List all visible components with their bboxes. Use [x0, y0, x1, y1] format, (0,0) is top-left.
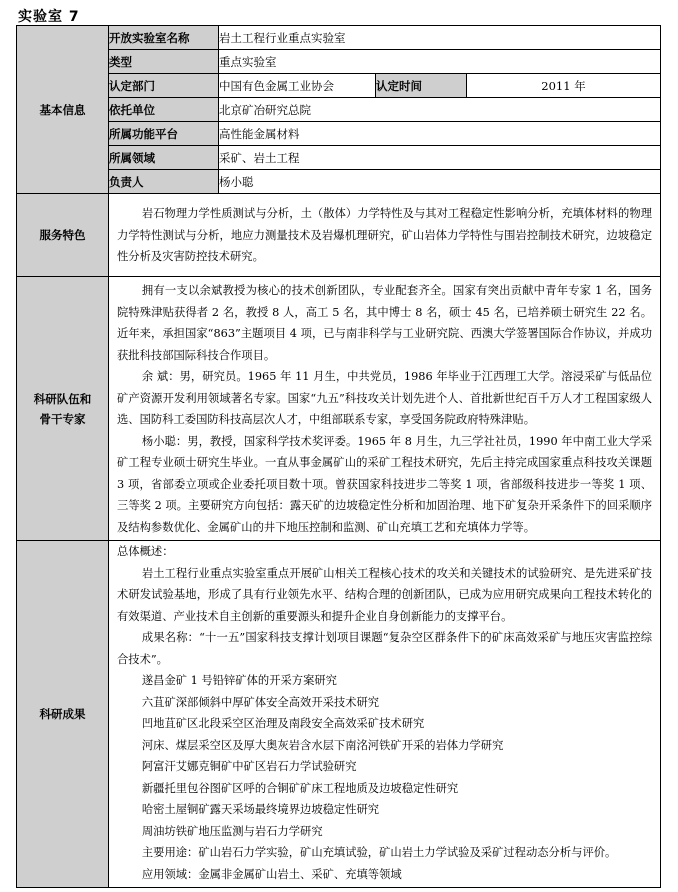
key-cert-time: 认定时间	[376, 74, 467, 98]
section-label-team-line1: 科研队伍和	[33, 391, 92, 406]
table-row	[17, 194, 661, 277]
table-row	[17, 98, 661, 122]
table-row	[17, 26, 661, 50]
overview-label: 总体概述：	[117, 545, 174, 558]
table-row	[17, 277, 661, 541]
value-type: 重点实验室	[219, 50, 661, 74]
results-cell	[109, 541, 661, 888]
list-item: 新疆托里包谷图矿区呼的合铜矿矿床工程地质及边坡稳定性研究	[141, 781, 459, 795]
list-item: 哈密土屋铜矿露天采场最终境界边坡稳定性研究	[141, 803, 380, 816]
list-item: 周油坊铁矿地压监测与岩石力学研究	[141, 824, 323, 838]
list-item: 阿富汗艾娜克铜矿中矿区岩石力学试验研究	[141, 760, 357, 773]
overview-text: 岩土工程行业重点实验室重点开展矿山相关工程核心技术的攻关和关键技术的试验研究、是先进采矿技术研发试验基地，形成了具有行业领先水平、结构合理的创新团队，已成为应用研究成果向工程技术转化的有效渠道、产业技术自主创新的重要源头和提升企业自身创新能力的支撑平台。	[117, 566, 652, 623]
team-cell	[109, 277, 661, 541]
section-label-basic: 基本信息	[17, 26, 109, 194]
lab-info-table	[16, 25, 661, 888]
main-use-text: 主要用途：矿山岩石力学实验，矿山充填试验，矿山岩土力学试验及采矿过程动态分析与评价。	[141, 846, 617, 859]
section-label-service: 服务特色	[17, 194, 109, 277]
list-item: 遂昌金矿 1 号铅锌矿体的开采方案研究	[141, 674, 337, 687]
value-host-unit: 北京矿冶研究总院	[219, 98, 661, 122]
value-cert-time: 2011 年	[467, 74, 661, 98]
table-row	[17, 170, 661, 194]
key-platform: 所属功能平台	[109, 122, 219, 146]
team-paragraph: 余 斌：男，研究员。1965 年 11 月生，中共党员，1986 年毕业于江西理工大学。溶浸采矿与低品位矿产资源开发利用领域著名专家。国家“九五”科技攻关计划先进个人、首批新世纪百千万人才工程国家级人选、国防科工委国防科技高层次人才，中组部联系专家，享受国务院政府特殊津贴。	[117, 370, 652, 426]
value-certifier: 中国有色金属工业协会	[219, 74, 376, 98]
application-field-text: 应用领域：金属非金属矿山岩土、采矿、充填等领域	[141, 867, 402, 881]
key-certifier: 认定部门	[109, 74, 219, 98]
key-lab-name: 开放实验室名称	[109, 26, 219, 50]
key-host-unit: 依托单位	[109, 98, 219, 122]
table-row	[17, 541, 661, 888]
table-row	[17, 74, 661, 98]
section-label-team-line2: 骨干专家	[39, 411, 86, 426]
list-item: 凹地苴矿区北段采空区治理及南段安全高效采矿技术研究	[141, 717, 425, 730]
table-row	[17, 146, 661, 170]
value-lab-name: 岩土工程行业重点实验室	[219, 26, 661, 50]
team-paragraph: 拥有一支以余斌教授为核心的技术创新团队，专业配套齐全。国家有突出贡献中青年专家 1 名，国务院特殊津贴获得者 2 名，教授 8 人，高工 5 名，其中博士 8 名，硕士 45 名，已培养硕士研究生 22 名。近年来，承担国家“863”主题项目 4 项，已与南非科学与工业研究院、西澳大学签署国际合作协议，并成功获批科技部国际科技合作项目。	[117, 284, 652, 362]
key-field: 所属领域	[109, 146, 219, 170]
service-cell	[109, 194, 661, 277]
key-type: 类型	[109, 50, 219, 74]
service-text: 岩石物理力学性质测试与分析，土（散体）力学特性及与其对工程稳定性影响分析，充填体材料的物理力学特性测试与分析，地应力测量技术及岩爆机理研究，矿山岩体力学特性与围岩控制技术研究，边坡稳定性分析及灾害防控技术研究。	[117, 207, 652, 264]
value-platform: 高性能金属材料	[219, 122, 661, 146]
team-paragraph: 杨小聪：男，教授，国家科学技术奖评委。1965 年 8 月生，九三学社社员，1990 年中南工业大学采矿工程专业硕士研究生毕业。一直从事金属矿山的采矿工程技术研究，先后主持完成国家重点科技攻关课题 3 项，省部委立项或企业委托项目数十项。曾获国家科技进步二等奖 1 项，省部级科技进步一等奖 1 项、三等奖 2 项。主要研究方向包括：露天矿的边坡稳定性分析和加固治理、地下矿复杂开采条件下的回采顺序及结构参数优化、金属矿山的井下地压控制和监测、矿山充填工艺和充填体力学等。	[117, 434, 652, 534]
table-row	[17, 122, 661, 146]
value-field: 采矿、岩土工程	[219, 146, 661, 170]
value-leader: 杨小聪	[219, 170, 661, 194]
achievement-text: 成果名称：“十一五”国家科技支撑计划项目课题“复杂空区群条件下的矿床高效采矿与地压灾害监控综合技术”。	[117, 631, 652, 666]
key-leader: 负责人	[109, 170, 219, 194]
table-row	[17, 50, 661, 74]
list-item: 河床、煤层采空区及厚大奥灰岩含水层下南洺河铁矿开采的岩体力学研究	[141, 738, 504, 752]
section-label-results: 科研成果	[17, 541, 109, 888]
section-label-team	[17, 277, 109, 541]
page-title: 实验室 7	[18, 9, 80, 25]
list-item: 六苴矿深部倾斜中厚矿体安全高效开采技术研究	[141, 695, 380, 709]
